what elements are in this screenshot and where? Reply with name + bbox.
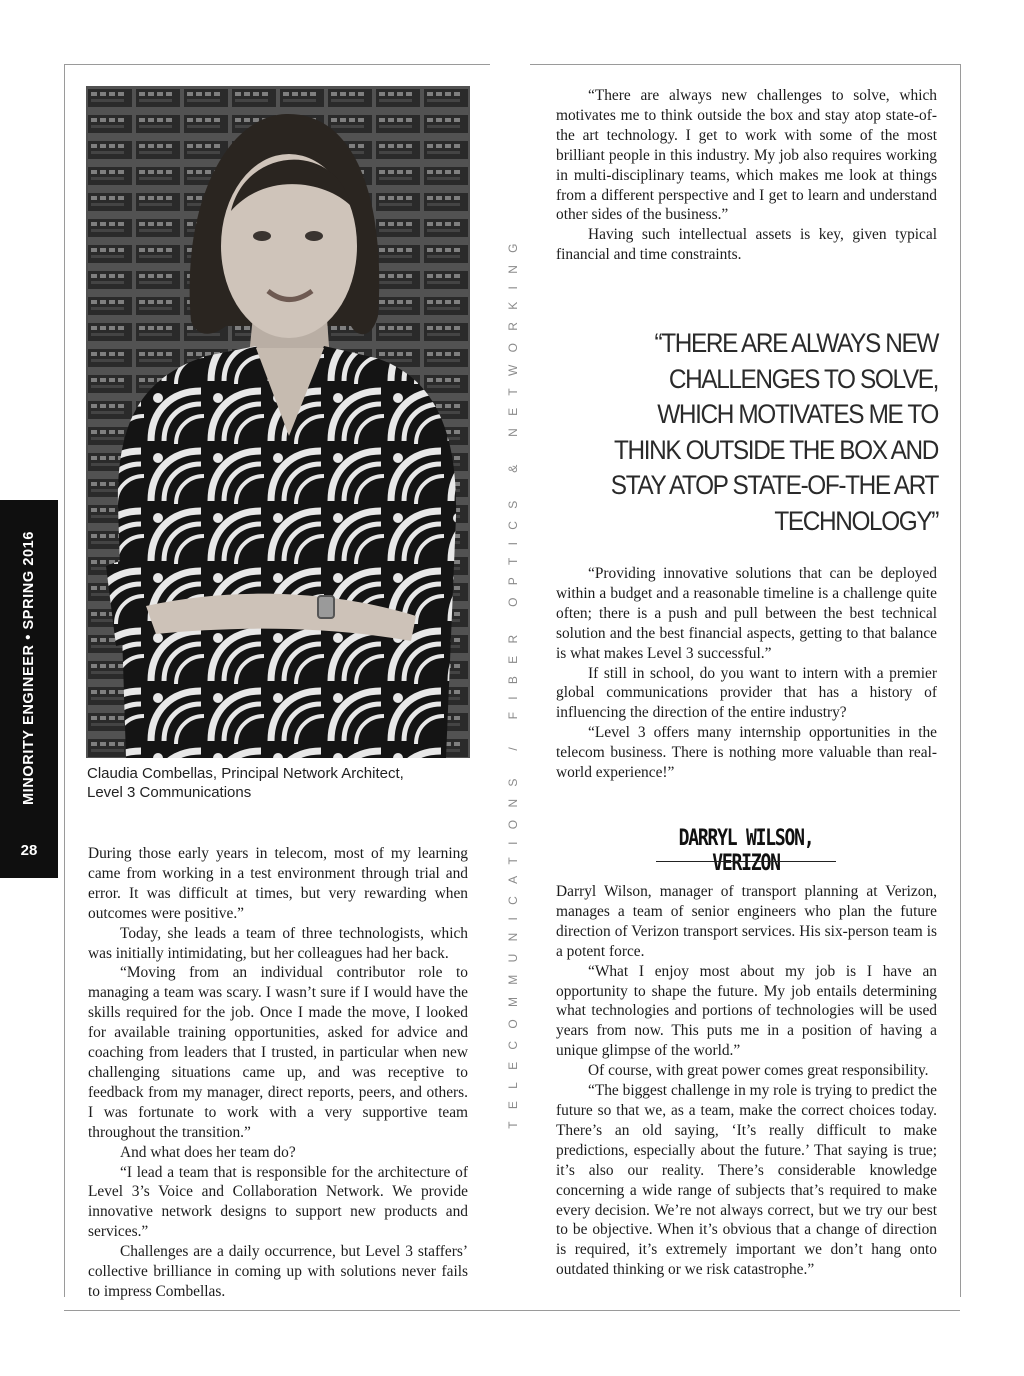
right-column-mid-text — [556, 564, 937, 783]
paragraph: Challenges are a daily occurrence, but Level 3 staffers’ collective brilliance in coming up with solutions never fails to impress Combellas. — [88, 1243, 468, 1300]
section-heading-rule — [656, 861, 836, 862]
paragraph: Darryl Wilson, manager of transport planning at Verizon, manages a team of senior engineers who plan the future direction of Verizon transport services. His six-person team is a potent force. — [556, 883, 937, 960]
page-number: 28 — [20, 842, 38, 859]
paragraph: “There are always new challenges to solve, which motivates me to think outside the box and stay atop state-of-the art technology. I get to work with some of the most brilliant people in this industry. My job also requires working in multi-disciplinary teams, which makes me look at things from a different perspective and I get to learn and understand other sides of the business.” — [556, 87, 937, 224]
bottom-frame-border — [64, 1310, 960, 1311]
photo-caption — [87, 764, 467, 802]
caption-line-2: Level 3 Communications — [87, 784, 252, 801]
side-tab-label: MINORITY ENGINEER • SPRING 2016 — [21, 531, 37, 805]
right-column-bottom-text — [556, 882, 937, 1280]
pull-quote: “THERE ARE ALWAYS NEW CHALLENGES TO SOLVE, WHICH MOTIVATES ME TO THINK OUTSIDE THE BOX AND STAY ATOP STATE-OF-THE ART TECHNOLOGY” — [610, 328, 938, 536]
paragraph: And what does her team do? — [120, 1143, 296, 1161]
paragraph: “Providing innovative solutions that can be deployed within a budget and a reasonable timeline is a challenge quite often; there is a push and pull between the best technical solution and the best financial aspects, getting to that balance is what makes Level 3 successful.” — [556, 565, 937, 662]
paragraph: “Level 3 offers many internship opportunities in the telecom business. There is nothing more valuable than real-world experience!” — [556, 724, 937, 782]
left-column-text — [88, 844, 468, 1302]
paragraph: Having such intellectual assets is key, given typical financial and time constraints. — [556, 226, 937, 264]
paragraph: “The biggest challenge in my role is trying to predict the future so that we, as a team, make the correct choices today. There’s an old saying, ‘It’s really difficult to make predictions, especially about the future.’ That saying is true; it’s also our reality. There’s considerable knowledge concerning a wide range of subjects that’s required to make every decision. We’re not always correct, but we try our best to be objective. When it’s obvious that a change of direction is required, it’s extremely important we don’t hang onto outdated thinking or we risk catastrophe.” — [556, 1082, 937, 1279]
caption-line-1: Claudia Combellas, Principal Network Architect, — [87, 765, 404, 782]
paragraph: During those early years in telecom, most of my learning came from working in a test environment through trial and error. It was difficult at times, but very rewarding when outcomes were positive.” — [88, 845, 468, 922]
category-strip: TELECOMMUNICATIONS / FIBER OPTICS & NETWORKING — [506, 231, 520, 1129]
portrait-photo — [86, 86, 470, 758]
paragraph: “I lead a team that is responsible for the architecture of Level 3’s Voice and Collaboration Network. We provide innovative network designs to support new products and services.” — [88, 1163, 468, 1241]
paragraph: “What I enjoy most about my job is I have an opportunity to shape the future. My job entails determining what technologies and portions of technologies will be used years from now. This puts me in a position of having a unique glimpse of the world.” — [556, 962, 937, 1060]
right-column-top-text — [556, 86, 937, 265]
paragraph: Of course, with great power comes great responsibility. — [588, 1062, 929, 1080]
paragraph: If still in school, do you want to intern with a premier global communications provider that has a history of influencing the direction of the entire industry? — [556, 664, 937, 722]
paragraph: “Moving from an individual contributor role to managing a team was scary. I wasn’t sure if I would have the skills required for the job. Once I made the move, I looked for available training opportunities, asked for advice and coaching from leaders that I trusted, in particular when new challenging situations came up, and was receptive to feedback from my manager, direct reports, peers, and others. I was fortunate to work with a very supportive team throughout the transition.” — [88, 964, 468, 1141]
paragraph: Today, she leads a team of three technologists, which was initially intimidating, but her colleagues had her back. — [88, 924, 468, 962]
section-heading: DARRYL WILSON, VERIZON — [678, 826, 814, 876]
